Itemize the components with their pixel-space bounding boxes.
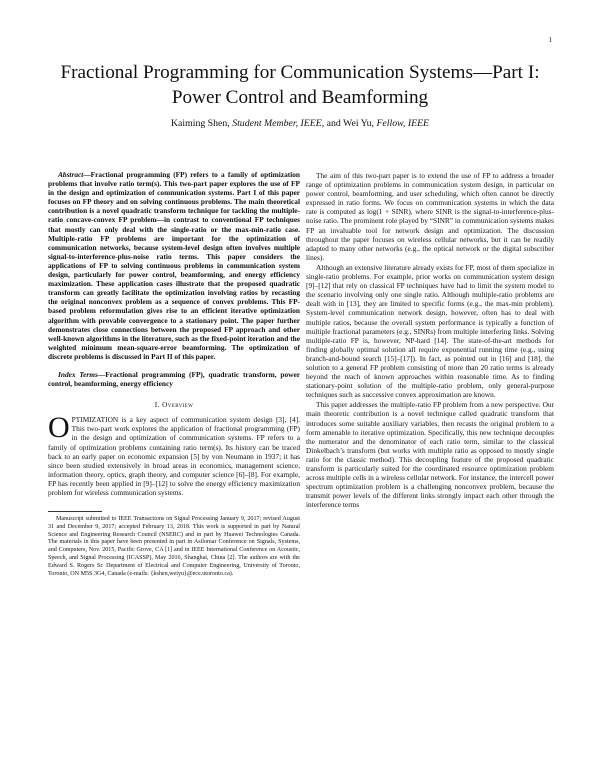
right-column bbox=[306, 170, 554, 509]
author1-role: Student Member, IEEE, bbox=[232, 118, 325, 129]
paper-title: Fractional Programming for Communication Systems—Part I: Power Control and Beamforming bbox=[60, 62, 540, 108]
footnote: Manuscript submitted to IEEE Transactions on Signal Processing January 9, 2017; revised August 31 and December 9, 2017; accepted February 13, 2018. This work is supported in part by Natural Science and Engineering Research Council (NSERC) and in part by Huawei Technologies Canada. The materials in this paper have been presented in part in Asilomar Conference on Signals, Systems, and Computers, Nov. 2015, Pacific Grove, CA [1] and in IEEE International Conference on Acoustic, Speech, and Signal Processing (ICASSP), May 2016, Shanghai, China [2]. The authors are with the Edward S. Rogers Sr. Department of Electrical and Computer Engineering, University of Toronto, Toronto, ON M5S 3G4, Canada (e-mails: {kshen,weiyu}@ece.utoronto.ca). bbox=[48, 516, 300, 577]
index-terms-lead: Index Terms bbox=[58, 369, 98, 379]
dropcap: O bbox=[48, 411, 70, 445]
author1-name: Kaiming Shen, bbox=[170, 118, 230, 129]
author-line bbox=[40, 118, 560, 129]
abstract-text: —Fractional programming (FP) refers to a family of optimization problems that involve ratio term(s). This two-part paper explores the use of FP in the design and optimization of communication systems. Part I of this paper focuses on FP theory and on solving continuous problems. The main theoretical contribution is a novel quadratic transform technique for tackling the multiple-ratio concave-convex FP problem—in contrast to conventional FP techniques that mostly can only deal with the single-ratio or the max-min-ratio case. Multiple-ratio FP problems are important for the optimization of communication networks, because system-level design often involves multiple signal-to-interference-plus-noise ratio terms. This paper considers the applications of FP to solving continuous problems in communication system design, particularly for power control, beamforming, and energy efficiency maximization. These application cases illustrate that the proposed quadratic transform can greatly facilitate the optimization involving ratios by recasting the original nonconvex problem as a sequence of convex problems. This FP-based problem reformulation gives rise to an efficient iterative optimization algorithm with provable convergence to a stationary point. The paper further demonstrates close connections between the proposed FP approach and other well-known algorithms in the literature, such as the fixed-point iteration and the weighted minimum mean-square-error beamforming. The optimization of discrete problems is discussed in Part II of this paper. bbox=[48, 170, 300, 361]
abstract bbox=[48, 170, 300, 361]
body-paragraph-1: The aim of this two-part paper is to extend the use of FP to address a broader range of optimization problems in communication system design, in particular on power control, beamforming, and user scheduling, which often cannot be directly expressed in ratio forms. We focus on communication systems in which the data rate is computed as log(1 + SINR), where SINR is the signal-to-interference-plus-noise ratio. The prominent role played by “SINR” in communication systems makes FP an invaluable tool for network design and optimization. The discussion throughout the paper focuses on wireless cellular networks, but it can be readily adapted to many other networks (e.g., the optical network or the digital subscriber lines). bbox=[306, 171, 554, 262]
section-heading: I. Overview bbox=[154, 400, 194, 410]
index-terms-text: —Fractional programming (FP), quadratic transform, power control, beamforming, energy efficiency bbox=[48, 369, 300, 389]
author2-role: Fellow, IEEE bbox=[376, 118, 430, 129]
intro-text: is a key aspect of communication system design [3], [4]. This two-part work explores the application of fractional programming (FP) in the design and optimization of communication systems. FP refers to a family of optimization problems containing ratio term(s). Its history can be traced back to an early paper on economic expansion [5] by von Neumann in 1937; it has since been studied extensively in broad areas in economics, management science, information theory, optics, graph theory, and computer science [6]–[8]. For example, FP has recently been applied in [9]–[12] to solve the energy efficiency maximization problem for wireless communication systems. bbox=[48, 415, 300, 497]
index-terms bbox=[48, 370, 300, 388]
left-column bbox=[48, 170, 300, 578]
intro-first-word: PTIMIZATION bbox=[71, 415, 119, 425]
footnote-rule bbox=[48, 511, 102, 512]
body-paragraph-3: This paper addresses the multiple-ratio FP problem from a new perspective. Our main theoretic contribution is a novel technique called quadratic transform that introduces some suitable auxiliary variables, then recasts the original problem to a form amenable to iterative optimization. Specifically, this new technique decouples the numerator and the denominator of each ratio term, similar to the classical Dinkelbach’s transform (but works with multiple ratio as opposed to mostly single ratio for the classic method). This decoupling feature of the proposed quadratic transform is particularly suited for the coordinated resource optimization problem across multiple cells in a wireless cellular network. For instance, the intercell power spectrum optimization problem is a challenging nonconvex problem, because the transmit power levels of the different links strongly impact each other through the interference terms bbox=[306, 400, 554, 510]
author-connector: and Wei Yu, bbox=[326, 118, 374, 129]
page-number: 1 bbox=[548, 36, 552, 44]
intro-paragraph bbox=[48, 411, 300, 497]
body-paragraph-2: Although an extensive literature already exists for FP, most of them specialize in single-ratio problems. For example, prior works on communication system design [9]–[12] that rely on classical FP techniques have had to limit the system model to the scenario involving only one single ratio. Although multiple-ratio problems are dealt with in [13], they are limited to specific forms (e.g., the max-min problem). System-level communication network design, however, often has to deal with multiple ratios, because the overall system performance is typically a function of multiple fractional parameters (e.g., SINRs) from multiple interfering links. Solving multiple-ratio FP is, however, NP-hard [14]. The state-of-the-art methods for finding globally optimal solution all require exponential running time (e.g., using branch-and-bound search [15]–[17]). In fact, as pointed out in [16] and [18], the solution to a general FP problem consisting of more than 20 ratio terms is already beyond the reach of known approaches within reasonable time. As to finding stationary-point solution of the multiple-ratio problem, only general-purpose techniques such as successive convex approximation are known. bbox=[306, 262, 554, 400]
abstract-lead: Abstract bbox=[58, 170, 84, 179]
